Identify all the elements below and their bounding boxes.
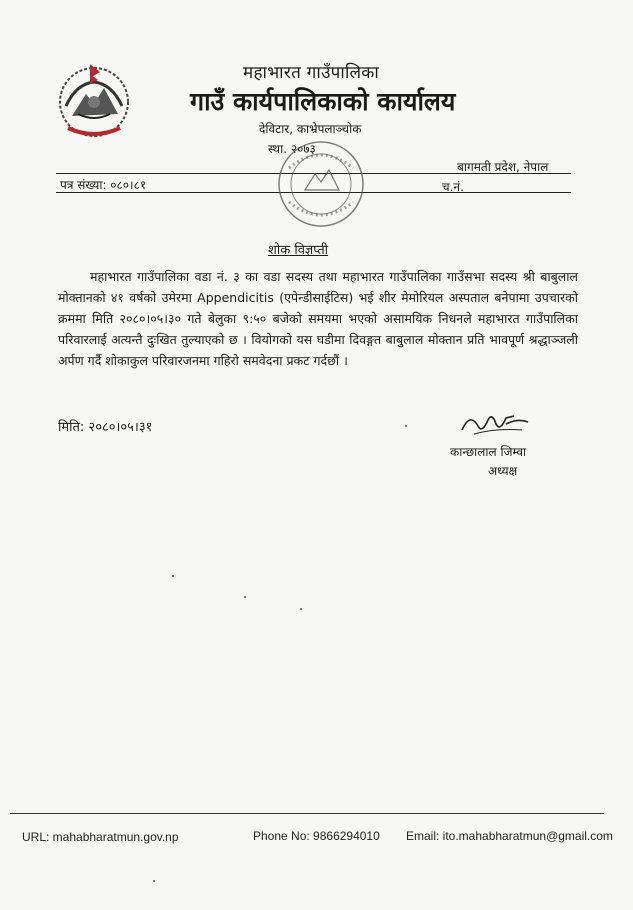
chalani-number: च.नं. bbox=[442, 180, 464, 194]
footer-url: URL: mahabharatmun.gov.np bbox=[22, 830, 179, 844]
signer-name: कान्छालाल जिम्वा bbox=[450, 445, 527, 459]
scan-speck bbox=[172, 575, 174, 577]
scan-speck bbox=[244, 596, 246, 598]
notice-date: मिति: २०८०।०५।३१ bbox=[58, 420, 153, 435]
province-label: बागमती प्रदेश, नेपाल bbox=[457, 160, 549, 174]
established-year: स्था. २०७३ bbox=[268, 142, 316, 156]
notice-body-text: महाभारत गाउँपालिका वडा नं. ३ का वडा सदस्य तथा महाभारत गाउँपालिका गाउँसभा सदस्य श्री बाबुलाल मोक्तानको ४१ वर्षको उमेरमा Appendicitis (एपेन्डीसाईटिस) भई शीर मेमोरियल अस्पताल बनेपामा उपचारको क्रममा मिति २०८०।०५।३० गते बेलुका ९:५० बजेको समयमा भएको असामयिक निधनले महाभारत गाउँपालिका परिवारलाई अत्यन्तै दुःखित तुल्याएको छ । वियोगको यस घडीमा दिवङ्गत बाबुलाल मोक्तान प्रति भावपूर्ण श्रद्धाञ्जली अर्पण गर्दै शोकाकुल परिवारजनमा गहिरो समवेदना प्रकट गर्दछौं । bbox=[58, 269, 578, 368]
notice-title: शोक विज्ञप्ती bbox=[268, 243, 329, 258]
scan-speck bbox=[300, 608, 302, 610]
municipality-name: महाभारत गाउँपालिका bbox=[243, 63, 380, 83]
footer-email: Email: ito.mahabharatmun@gmail.com bbox=[406, 829, 613, 843]
footer-phone: Phone No: 9866294010 bbox=[253, 829, 380, 843]
handwritten-signature-icon bbox=[456, 408, 536, 438]
signer-role: अध्यक्ष bbox=[488, 464, 518, 478]
scan-speck bbox=[153, 880, 155, 882]
reference-number: पत्र संख्या: ०८०।८१ bbox=[60, 178, 147, 192]
office-address: देविटार, काभ्रेपलाञ्चोक bbox=[259, 122, 362, 136]
office-name: गाउँ कार्यपालिकाको कार्यालय bbox=[190, 87, 456, 116]
nepal-emblem-icon bbox=[52, 58, 136, 142]
scan-speck bbox=[405, 425, 407, 427]
office-stamp-icon bbox=[275, 138, 367, 230]
footer-rule bbox=[10, 813, 604, 814]
notice-body bbox=[58, 266, 578, 371]
